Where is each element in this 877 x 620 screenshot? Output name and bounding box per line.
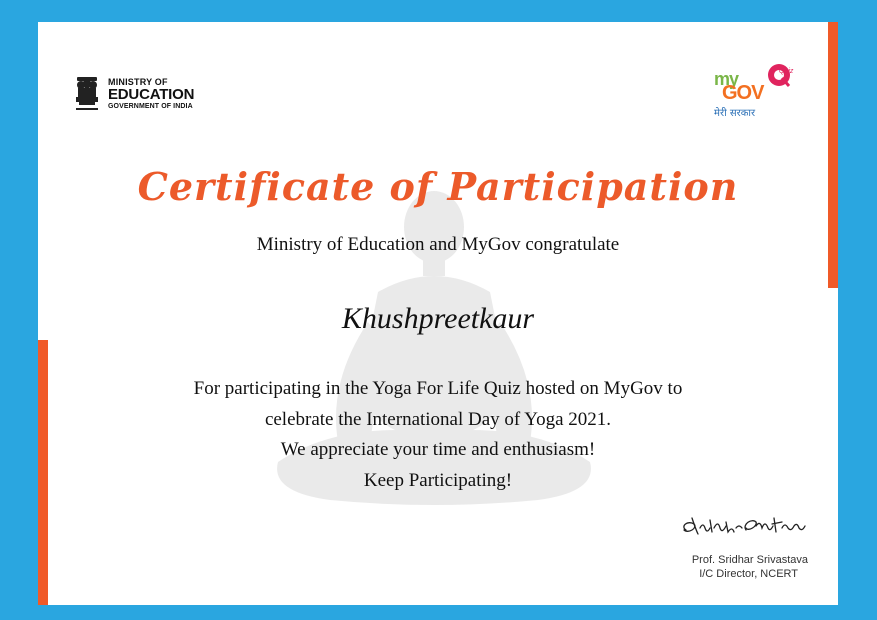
mygov-hindi-text: मेरी सरकार (714, 108, 756, 119)
signatory-title: I/C Director, NCERT (699, 568, 798, 580)
congratulate-line: Ministry of Education and MyGov congratulate (256, 234, 620, 255)
ministry-line2: EDUCATION (108, 86, 195, 104)
ministry-of-education-logo (74, 74, 194, 114)
recipient-name: Khushpreetkaur (341, 302, 535, 335)
mygov-my-text: my (714, 69, 739, 89)
quiz-badge-text: Quiz (779, 68, 794, 75)
body-line: Keep Participating! (363, 469, 513, 491)
mygov-gov-text: GOV (722, 82, 764, 104)
certificate-card (38, 22, 838, 605)
certificate-body (38, 374, 838, 496)
signatory-name: Prof. Sridhar Srivastava (691, 554, 808, 566)
body-line: We appreciate your time and enthusiasm! (280, 439, 596, 460)
ministry-line1: MINISTRY OF (108, 76, 168, 87)
ministry-line3: GOVERNMENT OF INDIA (108, 102, 193, 110)
body-line: celebrate the International Day of Yoga 2021. (264, 408, 612, 430)
national-emblem-icon (74, 74, 100, 114)
certificate-title: Certificate of Participation (137, 164, 739, 209)
right-accent-bar (828, 22, 838, 288)
mygov-logo (710, 62, 810, 122)
left-accent-bar (38, 340, 48, 605)
quiz-badge-icon (766, 62, 798, 88)
body-line: For participating in the Yoga For Life Quiz hosted on MyGov to (193, 378, 683, 399)
signature-image (678, 500, 813, 540)
